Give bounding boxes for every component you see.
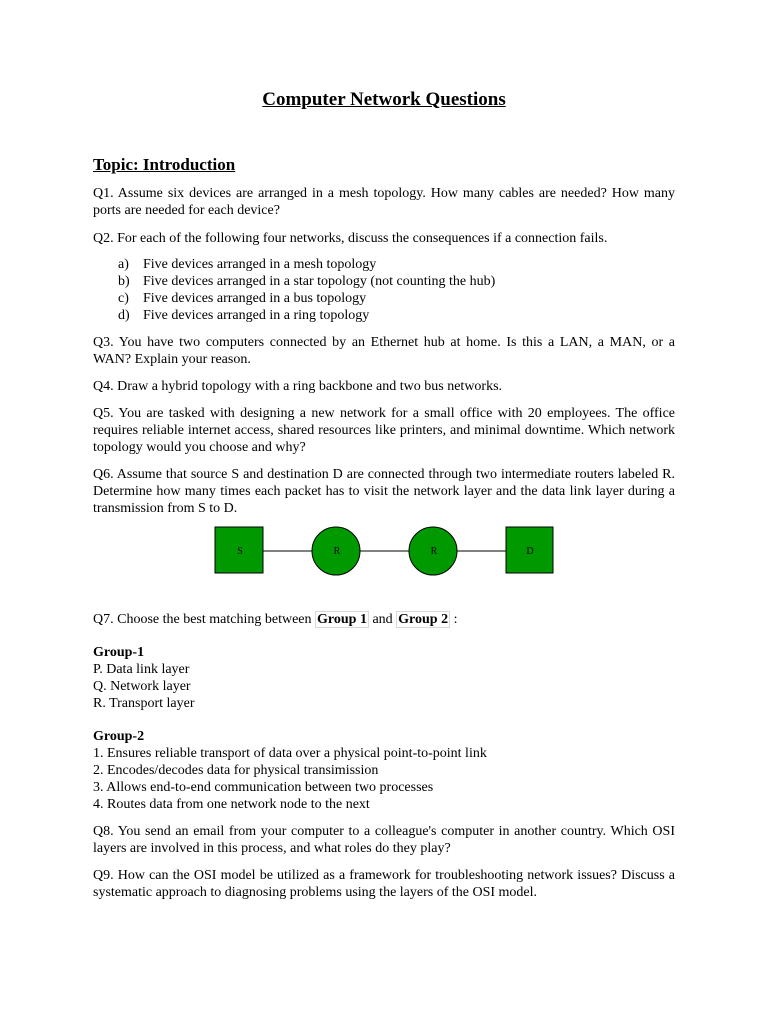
network-diagram <box>93 526 675 576</box>
group-1-item: P. Data link layer <box>93 662 190 677</box>
questions-content <box>93 185 675 901</box>
group-2-item: 2. Encodes/decodes data for physical transimission <box>93 763 379 778</box>
option-c <box>93 290 675 307</box>
question-3: Q3. You have two computers connected by an Ethernet hub at home. Is this a LAN, a MAN, or a WAN? Explain your reason. <box>93 335 675 367</box>
question-7-suffix: : <box>453 612 458 627</box>
group-2-item: 3. Allows end-to-end communication between two processes <box>93 780 434 795</box>
question-2-options <box>93 256 675 324</box>
group-2-item: 4. Routes data from one network node to the next <box>93 797 370 812</box>
option-label: b) <box>118 274 130 289</box>
group-2-tag: Group 2 <box>398 612 449 627</box>
option-label: d) <box>118 308 130 323</box>
question-8: Q8. You send an email from your computer to a colleague's computer in another country. Which OSI layers are involved in this process, and what roles do they play? <box>93 824 675 856</box>
node-label-d: D <box>526 546 534 557</box>
group-2-item: 1. Ensures reliable transport of data over a physical point-to-point link <box>93 746 487 761</box>
node-label-s: S <box>237 546 243 557</box>
question-1: Q1. Assume six devices are arranged in a mesh topology. How many cables are needed? How many ports are needed for each device? <box>93 186 675 218</box>
option-d <box>93 307 675 324</box>
topic-heading: Topic: Introduction <box>93 155 236 174</box>
option-text: Five devices arranged in a bus topology <box>143 291 367 306</box>
network-diagram-svg <box>93 526 675 576</box>
option-text: Five devices arranged in a ring topology <box>143 308 370 323</box>
option-b <box>93 273 675 290</box>
question-5: Q5. You are tasked with designing a new network for a small office with 20 employees. The office requires reliable internet access, shared resources like printers, and minimal downtime. Which network topology would you choose and why? <box>93 406 675 455</box>
option-label: a) <box>118 257 129 272</box>
group-1-item: Q. Network layer <box>93 679 191 694</box>
question-7-prefix: Q7. Choose the best matching between <box>93 612 312 627</box>
question-9: Q9. How can the OSI model be utilized as a framework for troubleshooting network issues? Discuss a systematic approach to diagnosing problems using the layers of the OSI model. <box>93 868 675 900</box>
option-text: Five devices arranged in a mesh topology <box>143 257 377 272</box>
node-label-r: R <box>333 546 341 557</box>
option-label: c) <box>118 291 129 306</box>
group-2-block <box>93 728 675 813</box>
page-title: Computer Network Questions <box>262 89 506 110</box>
question-2: Q2. For each of the following four networks, discuss the consequences if a connection fails. <box>93 231 608 246</box>
question-4: Q4. Draw a hybrid topology with a ring backbone and two bus networks. <box>93 379 503 394</box>
node-label-r: R <box>430 546 438 557</box>
question-7 <box>93 611 675 628</box>
question-7-and: and <box>372 612 393 627</box>
group-1-block <box>93 644 675 712</box>
group-1-tag: Group 1 <box>317 612 367 627</box>
option-text: Five devices arranged in a star topology (not counting the hub) <box>143 274 496 289</box>
question-6: Q6. Assume that source S and destination D are connected through two intermediate routers labeled R. Determine how many times each packet has to visit the network layer and the data link layer during a transmission from S to D. <box>93 467 675 516</box>
group-1-heading: Group-1 <box>93 645 145 660</box>
option-a <box>93 256 675 273</box>
group-1-item: R. Transport layer <box>93 696 195 711</box>
group-2-heading: Group-2 <box>93 729 145 744</box>
